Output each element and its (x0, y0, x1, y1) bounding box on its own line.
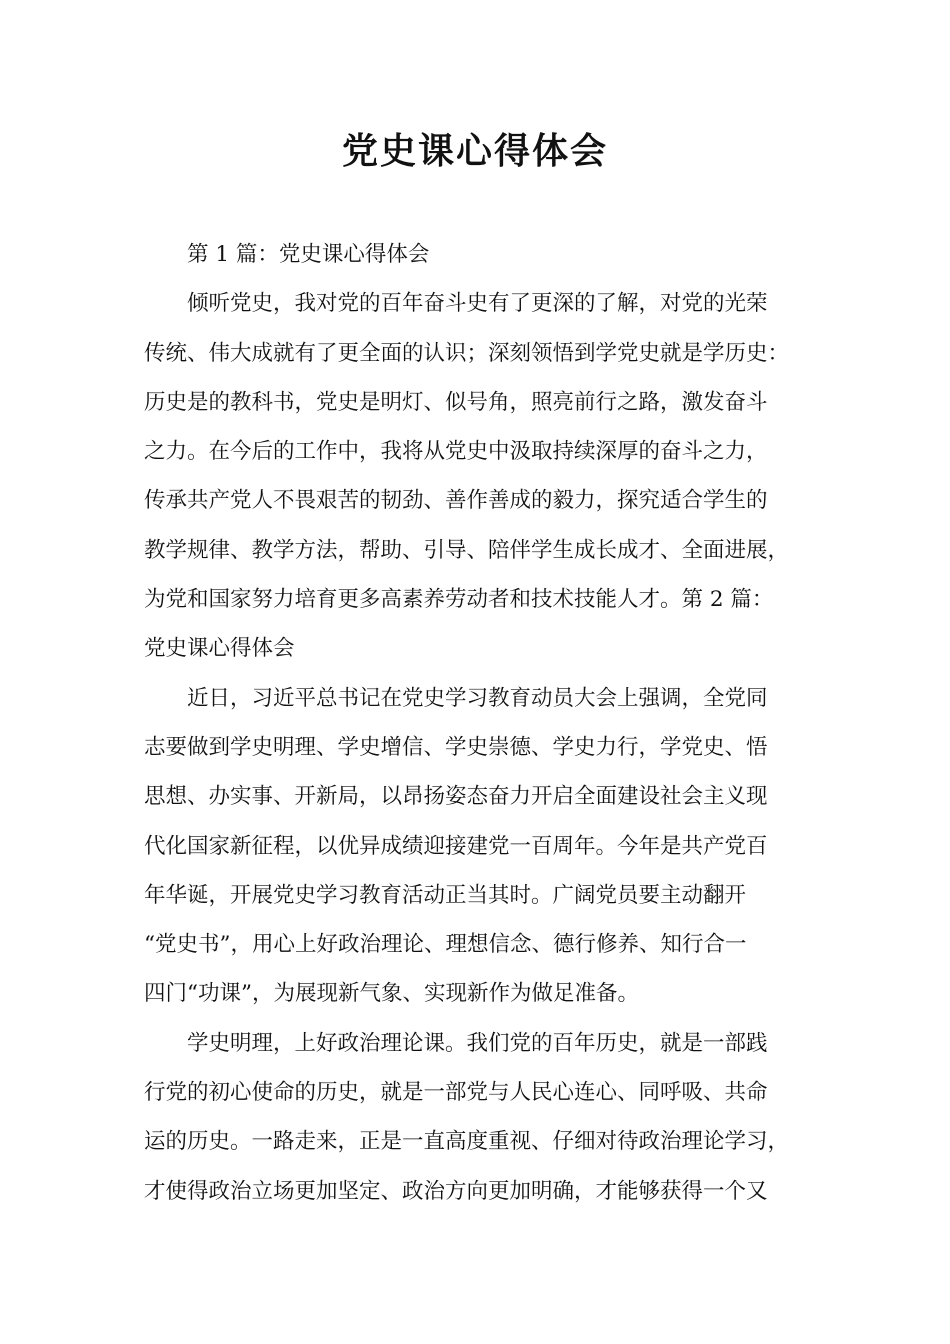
document-title: 党史课心得体会 (341, 131, 608, 172)
paragraph (144, 279, 824, 673)
paragraph (144, 230, 824, 279)
text-line: 教学规律、教学方法，帮助、引导、陪伴学生成长成才、全面进展， (144, 537, 790, 563)
text-line: 第 1 篇：党史课心得体会 (187, 242, 430, 267)
text-line: 行党的初心使命的历史，就是一部党与人民心连心、同呼吸、共命 (144, 1080, 768, 1106)
document-body (144, 230, 824, 1216)
text-line: 为党和国家努力培育更多高素养劳动者和技术技能人才。第 2 篇： (144, 587, 774, 613)
text-line: 党史课心得体会 (144, 636, 295, 662)
text-line: 代化国家新征程，以优异成绩迎接建党一百周年。今年是共产党百 (144, 833, 768, 859)
text-line: 年华诞，开展党史学习教育活动正当其时。广阔党员要主动翻开 (144, 882, 747, 908)
paragraph (144, 1019, 824, 1216)
text-line: 运的历史。一路走来，正是一直高度重视、仔细对待政治理论学习， (144, 1129, 790, 1155)
text-line: 才使得政治立场更加坚定、政治方向更加明确，才能够获得一个又 (144, 1178, 768, 1204)
text-line: 志要做到学史明理、学史增信、学史崇德、学史力行，学党史、悟 (144, 734, 768, 760)
text-line: 思想、办实事、开新局，以昂扬姿态奋力开启全面建设社会主义现 (144, 784, 768, 810)
text-line: 学史明理，上好政治理论课。我们党的百年历史，就是一部践 (187, 1030, 768, 1056)
text-line: 倾听党史，我对党的百年奋斗史有了更深的了解，对党的光荣 (187, 291, 768, 317)
text-line: 之力。在今后的工作中，我将从党史中汲取持续深厚的奋斗之力， (144, 439, 768, 465)
text-line: 近日，习近平总书记在党史学习教育动员大会上强调，全党同 (187, 685, 768, 711)
text-line: 传承共产党人不畏艰苦的韧劲、善作善成的毅力，探究适合学生的 (144, 488, 768, 514)
text-line: 四门“功课”，为展现新气象、实现新作为做足准备。 (144, 981, 639, 1007)
text-line: 历史是的教科书，党史是明灯、似号角，照亮前行之路，激发奋斗 (144, 389, 768, 415)
text-line: 传统、伟大成就有了更全面的认识；深刻领悟到学党史就是学历史： (144, 340, 790, 366)
paragraph (144, 674, 824, 1019)
text-line: “党史书”，用心上好政治理论、理想信念、德行修养、知行合一 (144, 932, 747, 958)
